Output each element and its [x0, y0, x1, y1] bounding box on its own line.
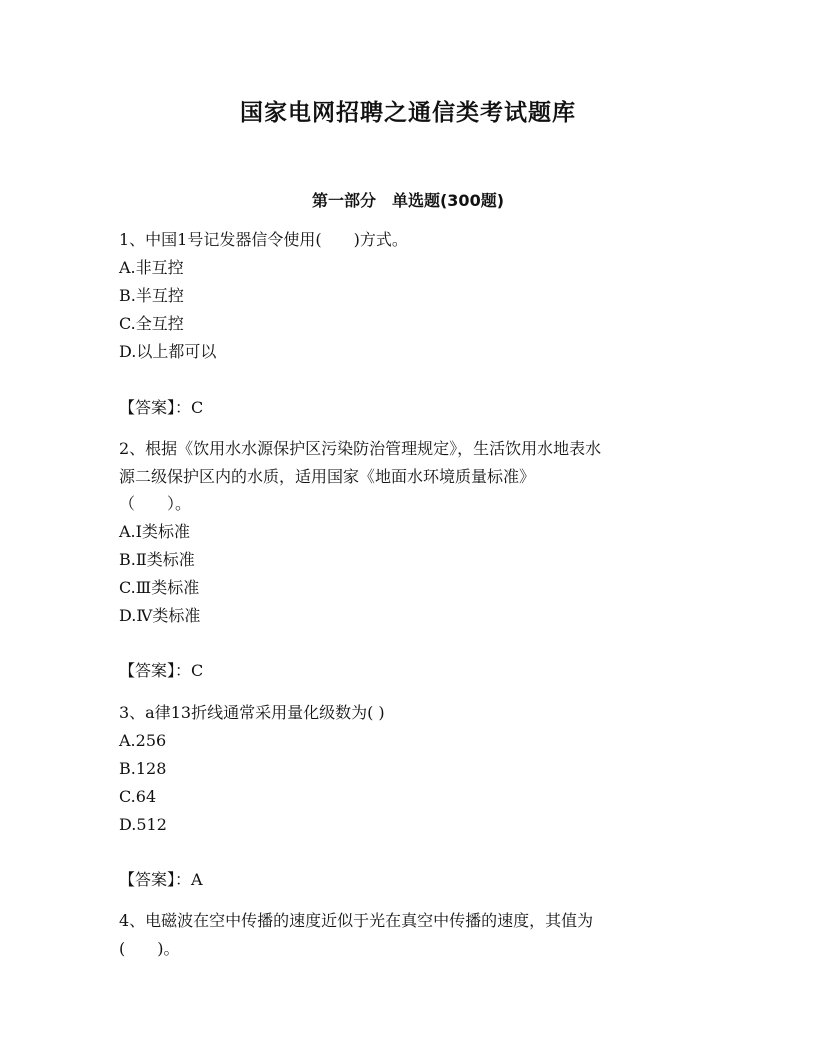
question-3-answer: 【答案】：A: [119, 870, 203, 889]
question-1-option-c: C.全互控: [119, 314, 184, 333]
question-1-option-b: B.半互控: [119, 286, 184, 305]
question-2-option-a: A.Ⅰ类标准: [119, 522, 190, 541]
document-title: 国家电网招聘之通信类考试题库: [240, 99, 576, 126]
question-2-option-d: D.Ⅳ类标准: [119, 606, 201, 625]
question-1-stem: 1、中国1号记发器信令使用( )方式。: [119, 230, 408, 249]
question-2-answer: 【答案】：C: [119, 661, 204, 680]
section-title: 第一部分 单选题(300题): [311, 191, 505, 210]
question-2-stem-line-2: 源二级保护区内的水质，适用国家《地面水环境质量标准》: [119, 467, 536, 486]
question-2-option-c: C.Ⅲ类标准: [119, 578, 200, 597]
question-4-stem-line-2: ( )。: [119, 939, 180, 958]
question-3-option-d: D.512: [119, 815, 167, 834]
question-3-option-b: B.128: [119, 759, 167, 778]
question-2-option-b: B.Ⅱ类标准: [119, 550, 195, 569]
question-2-stem-line-1: 2、根据《饮用水水源保护区污染防治管理规定》，生活饮用水地表水: [119, 439, 602, 458]
question-1-option-d: D.以上都可以: [119, 342, 217, 361]
question-3-stem: 3、a律13折线通常采用量化级数为( ): [119, 703, 385, 722]
question-4-stem-line-1: 4、电磁波在空中传播的速度近似于光在真空中传播的速度，其值为: [119, 911, 594, 930]
question-1-option-a: A.非互控: [119, 258, 184, 277]
question-3-option-c: C.64: [119, 787, 157, 806]
question-1-answer: 【答案】：C: [119, 398, 204, 417]
question-2-stem-line-3: （ ）。: [119, 494, 192, 513]
question-3-option-a: A.256: [119, 731, 167, 750]
